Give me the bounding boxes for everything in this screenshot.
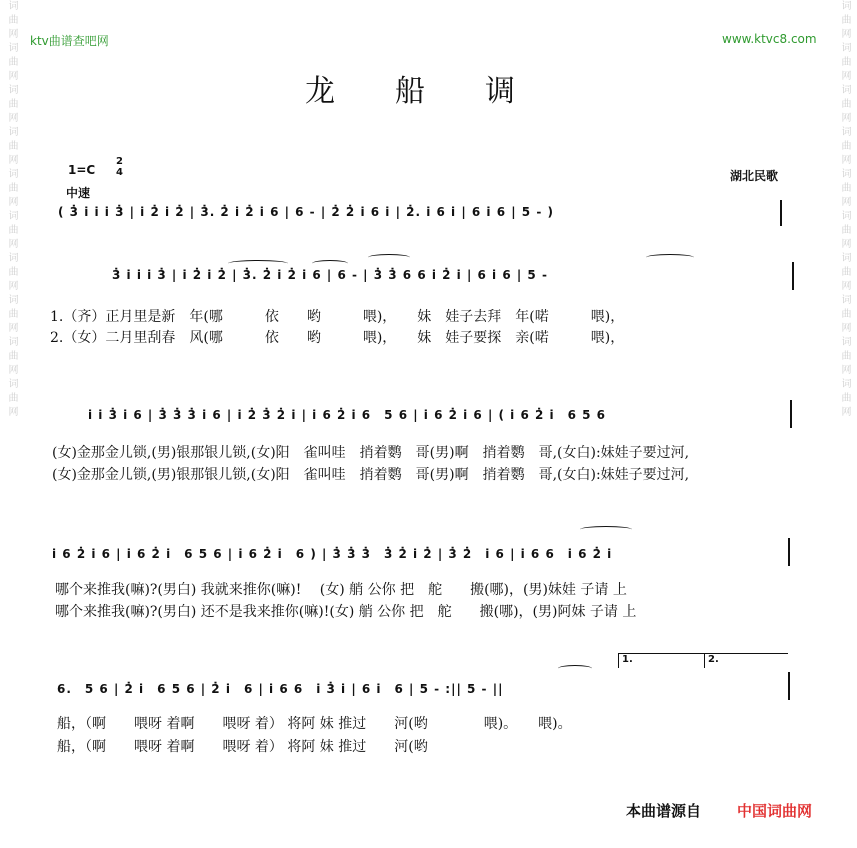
slur <box>368 254 410 261</box>
lyric-line-2-verse-2: (女)金那金儿锁,(男)银那银儿锁,(女)阳 雀叫哇 捎着鹦 哥(男)啊 捎着鹦 哥,(女白):妹娃子要过河, <box>52 467 690 483</box>
slur <box>558 665 592 672</box>
slur <box>312 260 348 267</box>
slur <box>228 260 288 267</box>
footer-source-site[interactable]: 中国词曲网 <box>737 802 813 820</box>
notation-line-intro: ( 3̇ i i i 3̇ | i 2̇ i 2̇ | 3̇. 2̇ i 2̇ i 6 | 6 - | 2̇ 2̇ i 6 i | 2̇. i 6 i | 6 i 6 | 5 - ) <box>58 205 554 219</box>
time-signature <box>116 156 123 178</box>
tempo-marking: 中速 <box>66 186 91 200</box>
final-barline <box>788 672 790 700</box>
lyric-line-1-verse-2: 2.（女）二月里刮春 风(哪 依 哟 喂)， 妹 娃子要探 亲(喏 喂)， <box>50 330 625 346</box>
right-watermark: 词曲网词曲网词曲网词曲网词曲网词曲网词曲网词曲网词曲网词曲网 <box>839 0 850 420</box>
barline <box>792 262 794 290</box>
time-signature-bottom: 4 <box>116 167 123 178</box>
barline <box>790 400 792 428</box>
notation-line-2: i i 3̇ i 6 | 3̇ 3̇ 3̇ i 6 | i 2̇ 3̇ 2̇ i | i 6 2̇ i 6 5 6 | i 6 2̇ i 6 | ( i 6 2̇ i 6 5 6 <box>88 408 607 422</box>
footer-source-label: 本曲谱源自 <box>626 802 702 820</box>
lyric-line-4-verse-2: 船，（啊 喂呀 着啊 喂呀 着） 将阿 妹 推过 河(哟 <box>57 739 428 755</box>
key-signature: 1=C <box>68 163 96 177</box>
left-watermark: 词曲网词曲网词曲网词曲网词曲网词曲网词曲网词曲网词曲网词曲网 <box>6 0 17 420</box>
slur <box>646 254 694 261</box>
song-title: 龙船调 <box>305 74 575 109</box>
notation-line-1: 3̇ i i i 3̇ | i 2̇ i 2̇ | 3̇. 2̇ i 2̇ i 6 | 6 - | 3̇ 3̇ 6 6 i 2̇ i | 6 i 6 | 5 - <box>112 268 548 282</box>
slur <box>580 526 632 533</box>
site-name-left[interactable]: ktv曲谱查吧网 <box>30 34 109 48</box>
barline <box>780 200 782 226</box>
lyric-line-2-verse-1: (女)金那金儿锁,(男)银那银儿锁,(女)阳 雀叫哇 捎着鹦 哥(男)啊 捎着鹦 哥,(女白):妹娃子要过河, <box>52 445 690 461</box>
lyric-line-3-verse-2: 哪个来推我(嘛)?(男白) 还不是我来推你(嘛)!(女) 艄 公你 把 舵 搬(哪)，(男)阿妹 子请 上 <box>55 604 637 620</box>
volta-first-ending: 1. <box>618 653 704 668</box>
barline <box>788 538 790 566</box>
lyric-line-4-verse-1: 船，（啊 喂呀 着啊 喂呀 着） 将阿 妹 推过 河(哟 喂)。 喂)。 <box>57 716 572 732</box>
lyric-line-3-verse-1: 哪个来推我(嘛)?(男白) 我就来推你(嘛)! (女) 艄 公你 把 舵 搬(哪)，(男)妹娃 子请 上 <box>55 582 627 598</box>
notation-line-4: 6. 5 6 | 2̇ i 6 5 6 | 2̇ i 6 | i 6 6 i 3̇ i | 6 i 6 | 5 - :|| 5 - || <box>57 682 504 696</box>
song-origin: 湖北民歌 <box>730 169 779 183</box>
notation-line-3: i 6 2̇ i 6 | i 6 2̇ i 6 5 6 | i 6 2̇ i 6 ) | 3̇ 3̇ 3̇ 3̇ 2̇ i 2̇ | 3̇ 2̇ i 6 | i 6 6 i 6 2̇ i <box>52 547 613 561</box>
lyric-line-1-verse-1: 1.（齐）正月里是新 年(哪 依 哟 喂)， 妹 娃子去拜 年(喏 喂)， <box>50 309 625 325</box>
volta-second-ending: 2. <box>704 653 788 668</box>
time-signature-top: 2 <box>116 156 123 167</box>
site-url-right[interactable]: www.ktvc8.com <box>722 32 817 46</box>
